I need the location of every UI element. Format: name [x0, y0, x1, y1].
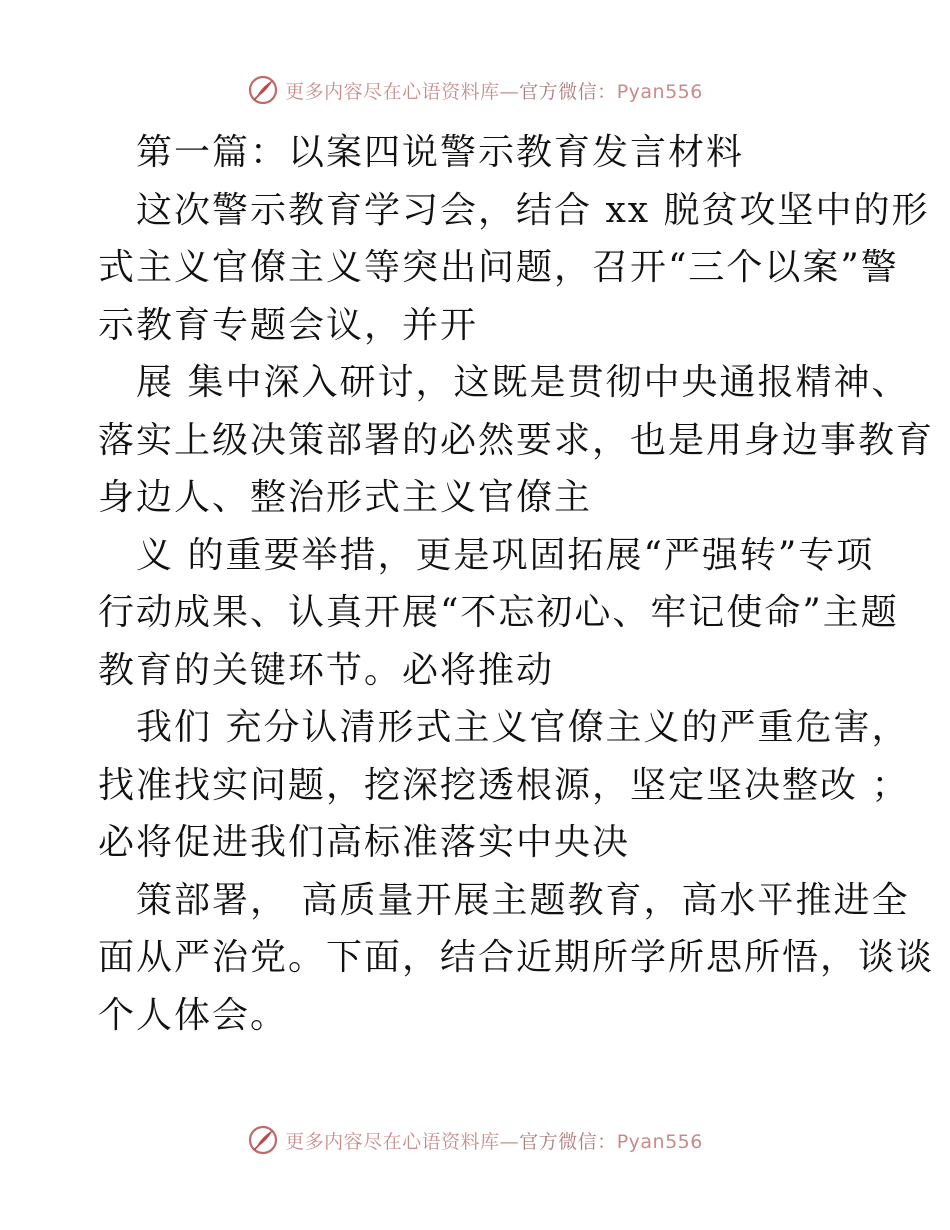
paragraph-line: 教育的关键环节。必将推动: [98, 649, 555, 691]
paragraph-line: 找准找实问题，挖深挖透根源，坚定坚决整改 ；: [98, 764, 910, 806]
watermark-slogan: 更多内容尽在心语资料库: [285, 1130, 500, 1153]
paragraph-line: 义 的重要举措，更是巩固拓展“严强转”专项: [136, 534, 875, 576]
watermark-group: [247, 1124, 703, 1156]
paragraph-line: 这次警示教育学习会，结合 xx 脱贫攻坚中的形: [136, 189, 930, 231]
paragraph-line: 示教育专题会议，并开: [98, 304, 479, 346]
watermark-separator: —: [499, 80, 520, 103]
watermark-separator: —: [499, 1130, 520, 1153]
paragraph-line: 我们 充分认清形式主义官僚主义的严重危害，: [136, 707, 910, 748]
watermark-wechat-label: 官方微信：: [519, 80, 617, 103]
paragraph-line: 个人体会。: [98, 994, 289, 1036]
paragraph-line: 落实上级决策部署的必然要求，也是用身边事教育: [98, 419, 935, 461]
watermark-slogan: 更多内容尽在心语资料库: [285, 80, 500, 103]
watermark-wechat-label: 官方微信：: [519, 1130, 617, 1153]
watermark-group: [247, 74, 703, 106]
watermark-text: [285, 1127, 703, 1154]
feather-circle-icon: [247, 1124, 279, 1156]
watermark-wechat-id: Pyan556: [616, 1130, 703, 1153]
header-watermark: [0, 70, 950, 110]
paragraph-line: 式主义官僚主义等突出问题，召开“三个以案”警: [98, 247, 899, 288]
paragraph-line: 策部署， 高质量开展主题教育，高水平推进全: [136, 879, 910, 921]
paragraph-line: 面从严治党。下面，结合近期所学所思所悟，谈谈: [98, 937, 935, 978]
watermark-text: [285, 77, 703, 104]
paragraph-line: 身边人、整治形式主义官僚主: [98, 477, 593, 518]
paragraph-line: 展 集中深入研讨，这既是贯彻中央通报精神、: [136, 362, 910, 403]
footer-watermark: [0, 1120, 950, 1160]
paragraph-line: 必将促进我们高标准落实中央决: [98, 822, 631, 863]
feather-circle-icon: [247, 74, 279, 106]
document-body: [98, 124, 935, 1044]
paragraph-line: 行动成果、认真开展“不忘初心、牢记使命”主题: [98, 592, 899, 633]
document-title: 第一篇：以案四说警示教育发言材料: [136, 132, 745, 173]
watermark-wechat-id: Pyan556: [616, 80, 703, 103]
